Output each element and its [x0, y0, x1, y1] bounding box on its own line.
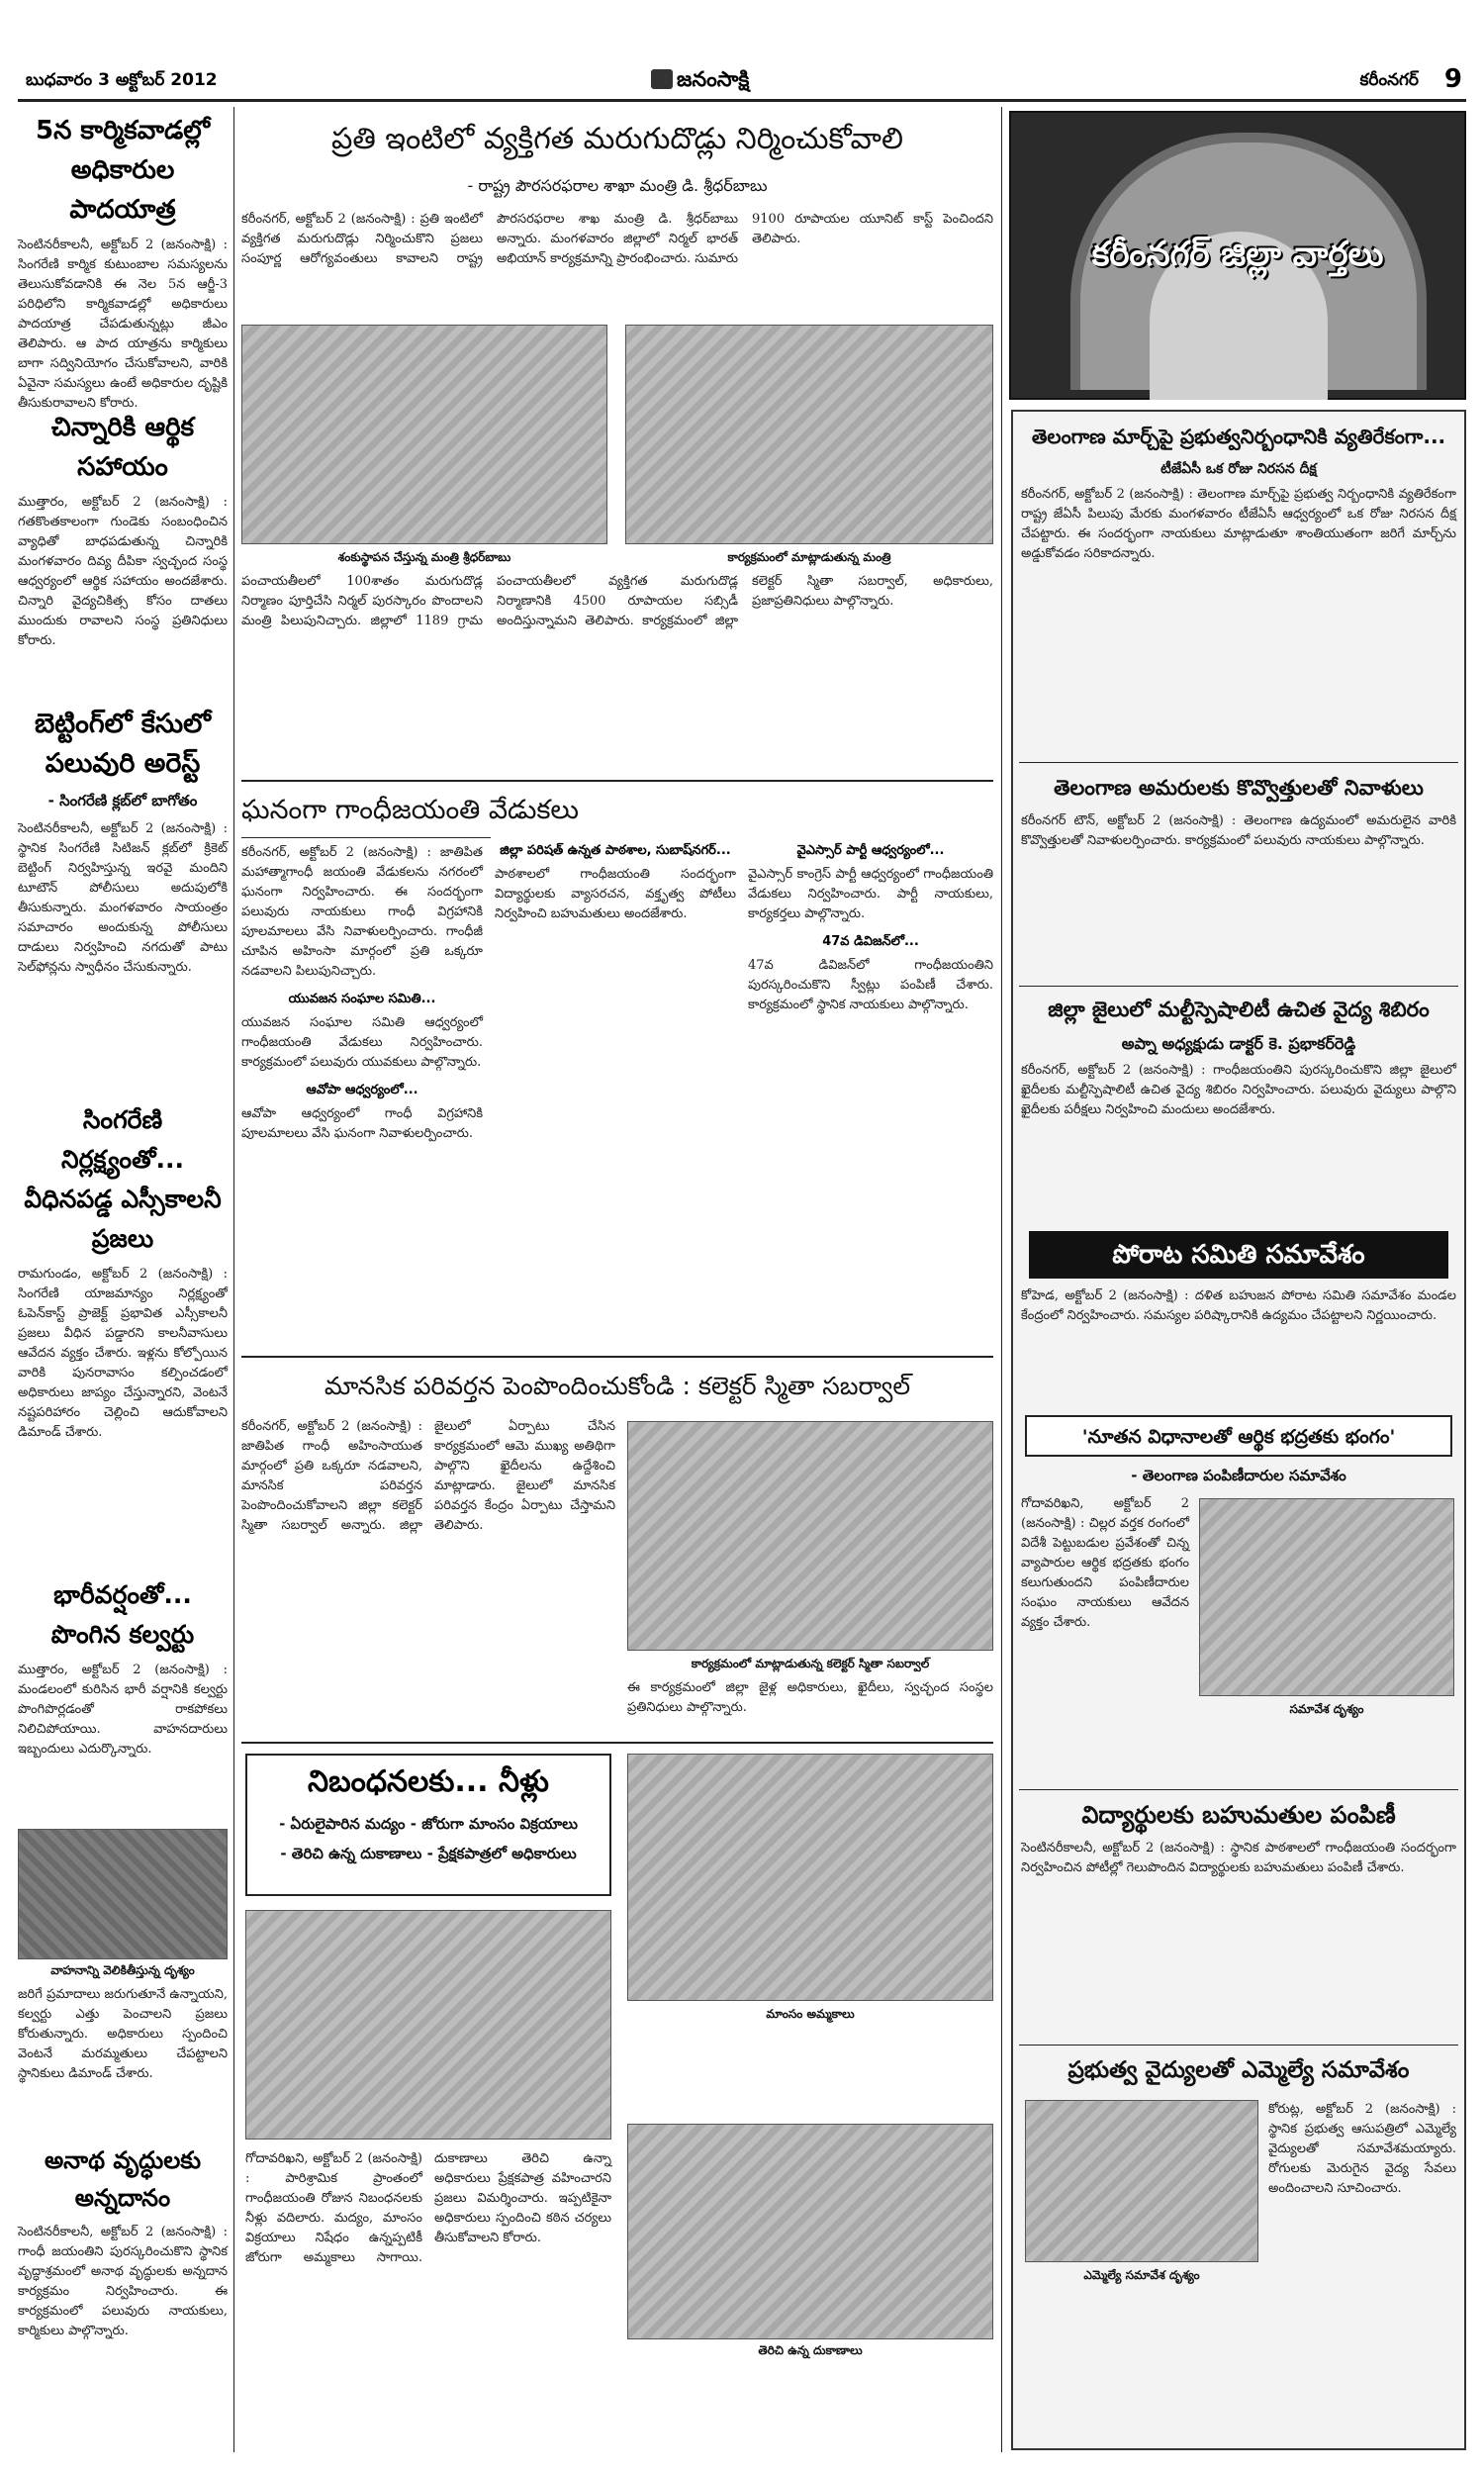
story-subhead-ysrcp: వైఎస్సార్ పార్టీ ఆధ్వర్యంలో... — [796, 843, 945, 858]
story-body: కోరుట్ల, అక్టోబర్ 2 (జనంసాక్షి) : స్థానిక ప్రభుత్వ ఆసుపత్రిలో ఎమ్మెల్యే వైద్యులతో సమావేశమయ్యారు. రోగులకు మెరుగైన వైద్య సేవలు అందించాలని సూచించారు. — [1268, 2102, 1456, 2196]
story-body: కరీంనగర్, అక్టోబర్ 2 (జనంసాక్షి) : జాతిపిత మహాత్మాగాంధీ జయంతి వేడుకలను నగరంలో ఘనంగా నిర్వహించారు. ఈ సందర్భంగా పలువురు నాయకులు గాంధీ విగ్రహానికి పూలమాలలు వేసి నివాళులర్పించారు. గాంధీజీ చూపిన అహింసా మార్గంలో ప్రతి ఒక్కరూ నడవాలని పిలుపునిచ్చారు. — [241, 845, 483, 979]
story-body: యువజన సంఘాల సమితి ఆధ్వర్యంలో గాంధీజయంతి వేడుకలు నిర్వహించారు. కార్యక్రమంలో పలువురు యువకులు పాల్గొన్నారు. — [241, 1015, 483, 1070]
photo-caption: కార్యక్రమంలో మాట్లాడుతున్న మంత్రి — [727, 550, 891, 564]
main-story-title: ప్రతి ఇంటిలో వ్యక్తిగత మరుగుదొడ్లు నిర్మించుకోవాలి — [331, 122, 903, 156]
photo-minister-foundation — [241, 325, 607, 544]
story-body: గోదావరిఖని, అక్టోబర్ 2 (జనంసాక్షి) : చిల్లర వర్తక రంగంలో విదేశీ పెట్టుబడుల ప్రవేశంతో చిన్న వ్యాపారుల ఆర్థిక భద్రతకు భంగం కలుగుతుందని పంపిణీదారుల సంఘం నాయకులు ఆవేదన వ్యక్తం చేశారు. — [1021, 1496, 1189, 1630]
right-rule — [1019, 2045, 1458, 2046]
story-body: సెంటినరీకాలనీ, అక్టోబర్ 2 (జనంసాక్షి) : స్థానిక పాఠశాలలో గాంధీజయంతి సందర్భంగా నిర్వహించిన పోటీల్లో గెలుపొందిన విద్యార్థులకు బహుమతులు పంపిణీ చేశారు. — [1021, 1841, 1456, 1875]
photo-meat-sales — [627, 1754, 993, 2001]
story-body: ముత్తారం, అక్టోబర్ 2 (జనంసాక్షి) : గతకొంతకాలంగా గుండెకు సంబంధించిన వ్యాధితో బాధపడుతున్న చిన్నారికి మంగళవారం దివ్య దీపికా స్వచ్ఛంద సంస్థ ఆధ్వర్యంలో ఆర్థిక సహాయం అందజేశారు. చిన్నారి వైద్యచికిత్స కోసం దాతలు ముందుకు రావాలని సంస్థ ప్రతినిధులు కోరారు. — [18, 495, 228, 648]
story-body: కరీంనగర్ టౌన్, అక్టోబర్ 2 (జనంసాక్షి) : తెలంగాణ ఉద్యమంలో అమరులైన వారికి కొవ్వొత్తులతో నివాళులర్పించారు. కార్యక్రమంలో పలువురు నాయకులు పాల్గొన్నారు. — [1021, 813, 1456, 848]
gandhi-story-title: ఘనంగా గాంధీజయంతి వేడుకలు — [241, 795, 579, 825]
story-subhead: - సింగరేణి క్లబ్‌లో బాగోతం — [47, 792, 198, 809]
gandhi-col-b — [495, 843, 736, 1348]
rules-story-sub2: - తెరిచి ఉన్న దుకాణాలు - ప్రేక్షకపాత్రలో అధికారులు — [280, 1845, 577, 1862]
right-story-4-title: పోరాట సమితి సమావేశం — [1029, 1231, 1448, 1279]
story-subhead-zp-school: జిల్లా పరిషత్ ఉన్నత పాఠశాల, సుబాష్‌నగర్... — [500, 843, 731, 858]
story-body: పాఠశాలలో గాంధీజయంతి సందర్భంగా విద్యార్థులకు వ్యాసరచన, వక్తృత్వ పోటీలు నిర్వహించి బహుమతులు అందజేశారు. — [495, 867, 736, 921]
story-subhead-avopa: ఆవోపా ఆధ్వర్యంలో... — [306, 1083, 418, 1097]
photo-caption: కార్యక్రమంలో మాట్లాడుతున్న కలెక్టర్ స్మితా సబర్వాల్ — [691, 1657, 930, 1670]
right-story-5-subhead: - తెలంగాణ పంపిణీదారుల సమావేశం — [1131, 1467, 1346, 1484]
col1-story-culvert-cont — [18, 1985, 228, 2134]
collector-story-body — [241, 1417, 615, 1714]
photo-mla-meeting — [1025, 2100, 1258, 2262]
right-story-5-title: 'నూతన విధానాలతో ఆర్థిక భద్రతకు భంగం' — [1025, 1415, 1452, 1457]
story-headline: బెట్టింగ్‌లో కేసులో పలువురి అరెస్ట్ — [35, 709, 211, 779]
story-body: సెంటినరీకాలనీ, అక్టోబర్ 2 (జనంసాక్షి) : స్థానిక సింగరేణి సిటిజన్ క్లబ్‌లో క్రికెట్ బెట్టింగ్ నిర్వహిస్తున్న ఇరవై మందిని టూటౌన్ పోలీసులు అదుపులోకి తీసుకున్నారు. మంగళవారం సాయంత్రం సమాచారం అందుకున్న పోలీసులు దాడులు నిర్వహించి నగదుతో పాటు సెల్‌ఫోన్లను స్వాధీనం చేసుకున్నారు. — [18, 821, 228, 975]
story-body: 47వ డివిజన్‌లో గాంధీజయంతిని పురస్కరించుకొని స్వీట్లు పంపిణీ చేశారు. కార్యక్రమంలో స్థానిక నాయకులు పాల్గొన్నారు. — [748, 958, 993, 1012]
main-story-body — [241, 210, 993, 319]
right-story-7-body — [1268, 2100, 1456, 2436]
right-story-2-body — [1021, 811, 1456, 980]
right-rule — [1019, 1789, 1458, 1790]
right-story-3-subhead: అప్నా అధ్యక్షుడు డాక్టర్ కె. ప్రభాకర్‌రెడ్డి — [1121, 1034, 1356, 1053]
story-body: ఈ కార్యక్రమంలో జిల్లా జైళ్ల అధికారులు, ఖైదీలు, స్వచ్ఛంద సంస్థల ప్రతినిధులు పాల్గొన్నారు. — [627, 1680, 993, 1715]
story-body: సెంటినరీకాలనీ, అక్టోబర్ 2 (జనంసాక్షి) : గాంధీ జయంతిని పురస్కరించుకొని స్థానిక వృద్ధాశ్రమంలో అనాథ వృద్ధులకు అన్నదాన కార్యక్రమం నిర్వహించారు. ఈ కార్యక్రమంలో పలువురు నాయకులు, కార్మికులు పాల్గొన్నారు. — [18, 2225, 228, 2338]
story-body: కరీంనగర్, అక్టోబర్ 2 (జనంసాక్షి) : గాంధీజయంతిని పురస్కరించుకొని జిల్లా జైలులో ఖైదీలకు మల్టీస్పెషాలిటీ ఉచిత వైద్య శిబిరం నిర్వహించారు. పలువురు వైద్యులు పాల్గొని ఖైదీలకు పరీక్షలు నిర్వహించి మందులు అందజేశారు. — [1021, 1063, 1456, 1117]
gandhi-title-underline — [241, 837, 491, 838]
story-body: కరీంనగర్, అక్టోబర్ 2 (జనంసాక్షి) : తెలంగాణ మార్చ్‌పై ప్రభుత్వ నిర్బంధానికి వ్యతిరేకంగా రాష్ట్ర జేఏసీ పిలుపు మేరకు మంగళవారం టీజేఏసీ ఆధ్వర్యంలో ఒక రోజు నిరసన దీక్ష చేపట్టారు. ఈ సందర్భంగా నాయకులు మాట్లాడుతూ శాంతియుతంగా జరిగే మార్చ్‌ను అడ్డుకోవడం సరికాదన్నారు. — [1021, 487, 1456, 561]
col1-story-padayatra — [18, 111, 228, 411]
right-story-7-title: ప్రభుత్వ వైద్యులతో ఎమ్మెల్యే సమావేశం — [1067, 2057, 1410, 2083]
rules-story-box — [245, 1754, 611, 1896]
header-date: బుధవారం 3 అక్టోబర్ 2012 — [26, 70, 218, 90]
paper-name: జనంసాక్షి — [677, 67, 750, 91]
gandhi-col-c — [748, 843, 993, 1348]
photo-caption: మాంసం అమ్మకాలు — [766, 2007, 855, 2021]
story-body: సెంటినరీకాలనీ, అక్టోబర్ 2 (జనంసాక్షి) : సింగరేణి కార్మిక కుటుంబాల సమస్యలను తెలుసుకోవడానికి ఈ నెల 5న ఆర్జీ-3 పరిధిలోని కార్మికవాడల్లో అధికారులు పాదయాత్ర చేపడుతున్నట్లు జీఎం తెలిపారు. ఆ పాద యాత్రను కార్మికులు బాగా సద్వినియోగం చేసుకోవాలని, వారికి ఏవైనా సమస్యలు ఉంటే అధికారుల దృష్టికి తీసుకురావాలని కోరారు. — [18, 238, 228, 411]
story-headline: సింగరేణి నిర్లక్ష్యంతో... వీధినపడ్డ ఎస్సీకాలనీ ప్రజలు — [24, 1105, 222, 1253]
header-edition: కరీంనగర్ — [1359, 70, 1419, 90]
right-story-5-body — [1021, 1494, 1189, 1781]
story-headline: భారీవర్షంతో... పొంగిన కల్వర్టు — [50, 1580, 195, 1649]
story-body: కరీంనగర్, అక్టోబర్ 2 (జనంసాక్షి) : జాతిపిత గాంధీ అహింసాయుత మార్గంలో ప్రతి ఒక్కరూ నడవాలని, మానసిక పరివర్తన పెంపొందించుకోవాలని జిల్లా కలెక్టర్ స్మితా సబర్వాల్ అన్నారు. జిల్లా జైలులో ఏర్పాటు చేసిన కార్యక్రమంలో ఆమె ముఖ్య అతిథిగా పాల్గొని ఖైదీలను ఉద్దేశించి మాట్లాడారు. జైలులో మానసిక పరివర్తన కేంద్రం ఏర్పాటు చేస్తామని తెలిపారు. — [241, 1419, 615, 1533]
story-headline: 5న కార్మికవాడల్లో అధికారుల పాదయాత్ర — [36, 116, 210, 225]
right-story-6-body — [1021, 1839, 1456, 2037]
right-story-6-title: విద్యార్థులకు బహుమతుల పంపిణీ — [1081, 1801, 1396, 1829]
story-body: పంచాయతీలలో 100శాతం మరుగుదొడ్ల నిర్మాణం పూర్తిచేసి నిర్మల్ పురస్కారం పొందాలని మంత్రి పిలుపునిచ్చారు. జిల్లాలో 1189 గ్రామ పంచాయతీలలో వ్యక్తిగత మరుగుదొడ్ల నిర్మాణానికి 4500 రూపాయల సబ్సిడీ అందిస్తున్నామని తెలిపారు. కార్యక్రమంలో జిల్లా కలెక్టర్ స్మితా సబర్వాల్, అధికారులు, ప్రజాప్రతినిధులు పాల్గొన్నారు. — [241, 574, 993, 628]
photo-caption: తెరిచి ఉన్న దుకాణాలు — [758, 2343, 863, 2357]
right-story-3-title: జిల్లా జైలులో మల్టీస్పెషాలిటీ ఉచిత వైద్య శిబిరం — [1048, 998, 1430, 1021]
rules-story-title: నిబంధనలకు... నీళ్లు — [308, 1764, 549, 1799]
collector-story-rule — [241, 1742, 993, 1744]
story-body: కరీంనగర్, అక్టోబర్ 2 (జనంసాక్షి) : ప్రతి ఇంటిలో వ్యక్తిగత మరుగుదొడ్లు నిర్మించుకొని ప్రజలు సంపూర్ణ ఆరోగ్యవంతులు కావాలని రాష్ట్ర పౌరసరఫరాల శాఖ మంత్రి డి. శ్రీధర్‌బాబు అన్నారు. మంగళవారం జిల్లాలో నిర్మల్ భారత్ అభియాన్ కార్యక్రమాన్ని ప్రారంభించారు. సుమారు 9100 రూపాయల యూనిట్ కాస్ట్ పెంచిందని తెలిపారు. — [241, 212, 993, 266]
photo-meat-sale-man — [245, 1910, 611, 2140]
col1-story-culvert — [18, 1575, 228, 1823]
story-headline: చిన్నారికి ఆర్థిక సహాయం — [50, 413, 195, 482]
photo-open-shops — [627, 2124, 993, 2339]
story-subhead-47-division: 47వ డివిజన్‌లో... — [822, 934, 919, 949]
right-col-divider — [1001, 107, 1002, 2452]
story-body: గోదావరిఖని, అక్టోబర్ 2 (జనంసాక్షి) : పారిశ్రామిక ప్రాంతంలో గాంధీజయంతి రోజున నిబంధనలకు నీళ్లు వదిలారు. మద్యం, మాంసం విక్రయాలు నిషేధం ఉన్నప్పటికీ జోరుగా అమ్మకాలు సాగాయి. దుకాణాలు తెరిచి ఉన్నా అధికారులు ప్రేక్షకపాత్ర వహించారని ప్రజలు విమర్శించారు. ఇప్పటికైనా అధికారులు స్పందించి కఠిన చర్యలు తీసుకోవాలని కోరారు. — [245, 2151, 611, 2265]
story-body: ఆవోపా ఆధ్వర్యంలో గాంధీ విగ్రహానికి పూలమాలలు వేసి ఘనంగా నివాళులర్పించారు. — [241, 1106, 483, 1141]
page-header — [18, 63, 1466, 97]
story-body: కోహెడ, అక్టోబర్ 2 (జనంసాక్షి) : దళిత బహుజన పోరాట సమితి సమావేశం మండల కేంద్రంలో నిర్వహించారు. సమస్యల పరిష్కారానికి ఉద్యమం చేపట్టాలని నిర్ణయించారు. — [1021, 1288, 1456, 1323]
banner-title: కరీంనగర్ జిల్లా వార్తలు — [1091, 235, 1384, 274]
story-subhead-youth: యువజన సంఘాల సమితి... — [288, 992, 436, 1006]
right-rule — [1019, 762, 1458, 763]
right-story-1-subhead: టీజేఏసీ ఒక రోజు నిరసన దీక్ష — [1160, 461, 1317, 477]
main-story-body-2 — [241, 572, 993, 770]
col1-story-aid — [18, 408, 228, 695]
right-story-1-title: తెలంగాణ మార్చ్‌పై ప్రభుత్వనిర్బంధానికి వ్యతిరేకంగా... — [1031, 425, 1446, 448]
photo-distributors-meeting — [1199, 1498, 1454, 1696]
paper-logo-icon — [651, 69, 673, 89]
rules-story-sub1: - ఏరులైపారిన మద్యం - జోరుగా మాంసం విక్రయాలు — [279, 1815, 578, 1833]
photo-caption: శంకుస్థాపన చేస్తున్న మంత్రి శ్రీధర్‌బాబు — [337, 550, 511, 564]
photo-collector-meeting — [627, 1421, 993, 1651]
col1-story-singareni — [18, 1100, 228, 1566]
collector-story-title: మానసిక పరివర్తన పెంపొందించుకోండి : కలెక్టర్ స్మితా సబర్వాల్ — [324, 1372, 911, 1400]
col1-story-annadanam — [18, 2141, 228, 2438]
col1-story-betting — [18, 705, 228, 1091]
right-rule — [1019, 986, 1458, 987]
story-body: రామగుండం, అక్టోబర్ 2 (జనంసాక్షి) : సింగరేణి యాజమాన్యం నిర్లక్ష్యంతో ఓపెన్‌కాస్ట్ ప్రాజెక్ట్ ప్రభావిత ఎస్సీకాలనీ ప్రజలు వీధిన పడ్డారని కాలనీవాసులు ఆవేదన వ్యక్తం చేశారు. ఇళ్లను కోల్పోయిన వారికి పునరావాసం కల్పించడంలో అధికారులు జాప్యం చేస్తున్నారని, వెంటనే నష్టపరిహారం చెల్లించి ఆదుకోవాలని డిమాండ్ చేశారు. — [18, 1267, 228, 1440]
rules-story-body — [245, 2149, 611, 2436]
right-story-1-body — [1021, 485, 1456, 752]
page-number: 9 — [1443, 64, 1462, 94]
story-body: జరిగే ప్రమాదాలు జరుగుతూనే ఉన్నాయని, కల్వర్టు ఎత్తు పెంచాలని ప్రజలు కోరుతున్నారు. అధికారులు స్పందించి వెంటనే మరమ్మతులు చేపట్టాలని స్థానికులు డిమాండ్ చేశారు. — [18, 1987, 228, 2081]
photo-caption: సమావేశ దృశ్యం — [1289, 1702, 1364, 1716]
gandhi-story-rule — [241, 1356, 993, 1358]
photo-caption: వాహనాన్ని వెలికితీస్తున్న దృశ్యం — [50, 1963, 195, 1977]
right-story-3-body — [1021, 1061, 1456, 1225]
story-headline: అనాథ వృద్ధులకు అన్నదానం — [44, 2146, 202, 2212]
story-body: ముత్తారం, అక్టోబర్ 2 (జనంసాక్షి) : మండలంలో కురిసిన భారీ వర్షానికి కల్వర్టు పొంగిపొర్లడంతో రాకపోకలు నిలిచిపోయాయి. వాహనదారులు ఇబ్బందులు ఎదుర్కొన్నారు. — [18, 1663, 228, 1757]
col1-divider — [233, 107, 234, 2452]
story-body: వైఎస్సార్ కాంగ్రెస్ పార్టీ ఆధ్వర్యంలో గాంధీజయంతి వేడుకలు నిర్వహించారు. పార్టీ నాయకులు, కార్యకర్తలు పాల్గొన్నారు. — [748, 867, 993, 921]
main-story-rule — [241, 780, 993, 782]
photo-caption: ఎమ్మెల్యే సమావేశ దృశ్యం — [1083, 2268, 1200, 2282]
district-news-banner — [1009, 111, 1466, 400]
gandhi-col-a — [241, 843, 483, 1348]
right-story-4-body — [1021, 1286, 1456, 1409]
photo-minister-speaking — [625, 325, 993, 544]
header-paper-name — [651, 67, 749, 97]
header-rule — [18, 99, 1466, 102]
right-story-2-title: తెలంగాణ అమరులకు కొవ్వొత్తులతో నివాళులు — [1054, 776, 1424, 800]
collector-story-body-2 — [627, 1678, 993, 1734]
photo-flooded-culvert — [18, 1829, 228, 1959]
main-story-subhead: - రాష్ట్ర పౌరసరఫరాల శాఖా మంత్రి డి. శ్రీధర్‌బాబు — [467, 176, 768, 195]
